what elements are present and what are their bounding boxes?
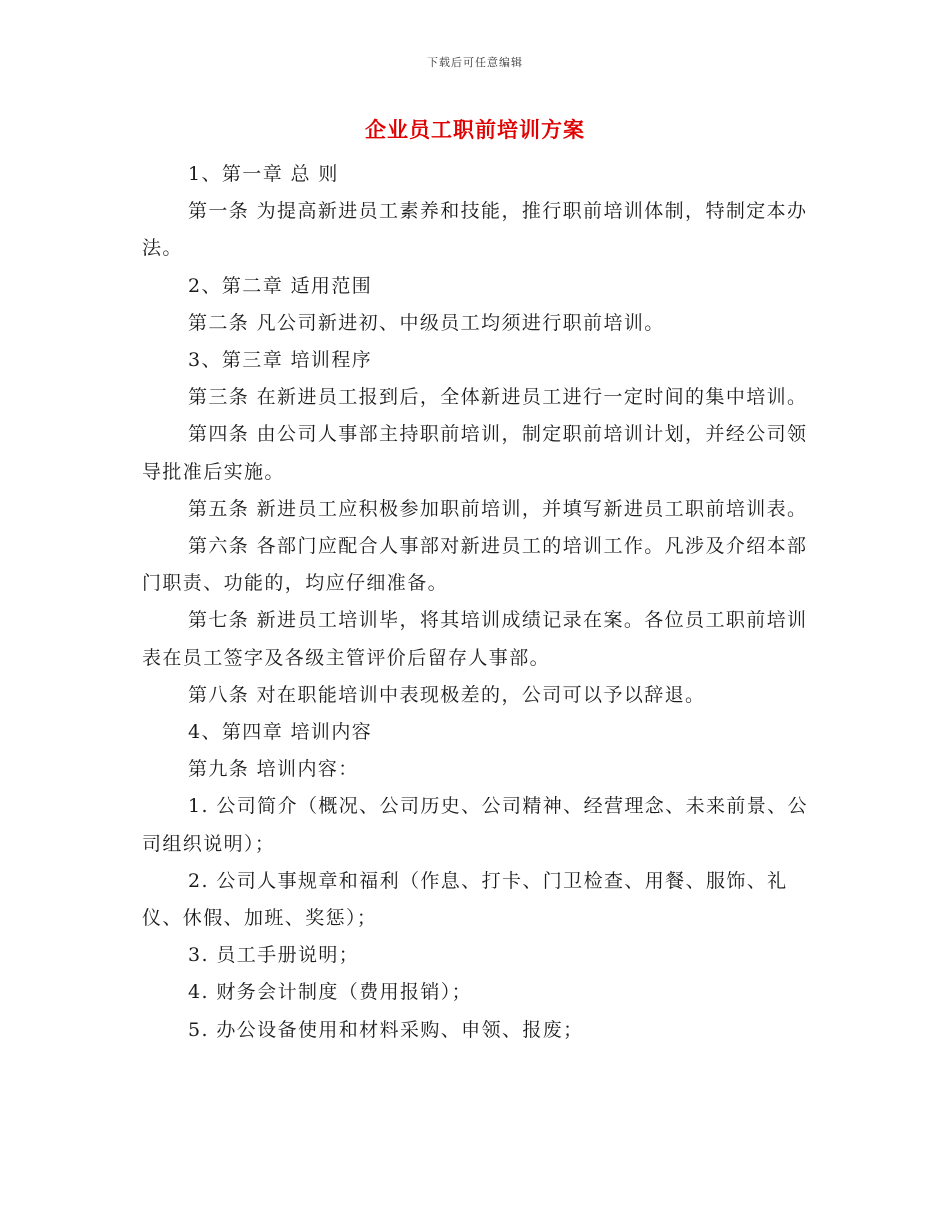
article-paragraph: 第六条 各部门应配合人事部对新进员工的培训工作。凡涉及介绍本部门职责、功能的，均应仔细准备。 bbox=[142, 535, 808, 595]
article-paragraph: 第九条 培训内容： bbox=[188, 758, 359, 781]
list-item: 3. 员工手册说明； bbox=[188, 944, 360, 967]
chapter-heading: 1、第一章 总 则 bbox=[188, 163, 339, 185]
header-note: 下载后可任意编辑 bbox=[427, 56, 523, 69]
chapter-heading: 3、第三章 培训程序 bbox=[188, 349, 373, 372]
article-paragraph: 第二条 凡公司新进初、中级员工均须进行职前培训。 bbox=[188, 311, 665, 334]
chapter-heading: 4、第四章 培训内容 bbox=[188, 721, 373, 744]
article-paragraph: 第一条 为提高新进员工素养和技能，推行职前培训体制，特制定本办法。 bbox=[142, 200, 808, 260]
document-body bbox=[142, 156, 822, 1049]
chapter-heading: 2、第二章 适用范围 bbox=[188, 274, 373, 297]
list-item: 2. 公司人事规章和福利（作息、打卡、门卫检查、用餐、服饰、礼仪、休假、加班、奖惩）； bbox=[142, 869, 788, 930]
list-item: 1. 公司简介（概况、公司历史、公司精神、经营理念、未来前景、公司组织说明）； bbox=[142, 795, 808, 855]
article-paragraph: 第七条 新进员工培训毕，将其培训成绩记录在案。各位员工职前培训表在员工签字及各级主管评价后留存人事部。 bbox=[142, 609, 808, 669]
article-paragraph: 第四条 由公司人事部主持职前培训，制定职前培训计划，并经公司领导批准后实施。 bbox=[142, 423, 808, 483]
list-item: 4. 财务会计制度（费用报销）； bbox=[188, 981, 473, 1004]
document-title: 企业员工职前培训方案 bbox=[365, 117, 585, 142]
article-paragraph: 第五条 新进员工应积极参加职前培训，并填写新进员工职前培训表。 bbox=[188, 497, 808, 520]
article-paragraph: 第八条 对在职能培训中表现极差的，公司可以予以辞退。 bbox=[188, 683, 706, 706]
list-item: 5. 办公设备使用和材料采购、申领、报废； bbox=[188, 1018, 584, 1041]
article-paragraph: 第三条 在新进员工报到后，全体新进员工进行一定时间的集中培训。 bbox=[188, 386, 808, 409]
